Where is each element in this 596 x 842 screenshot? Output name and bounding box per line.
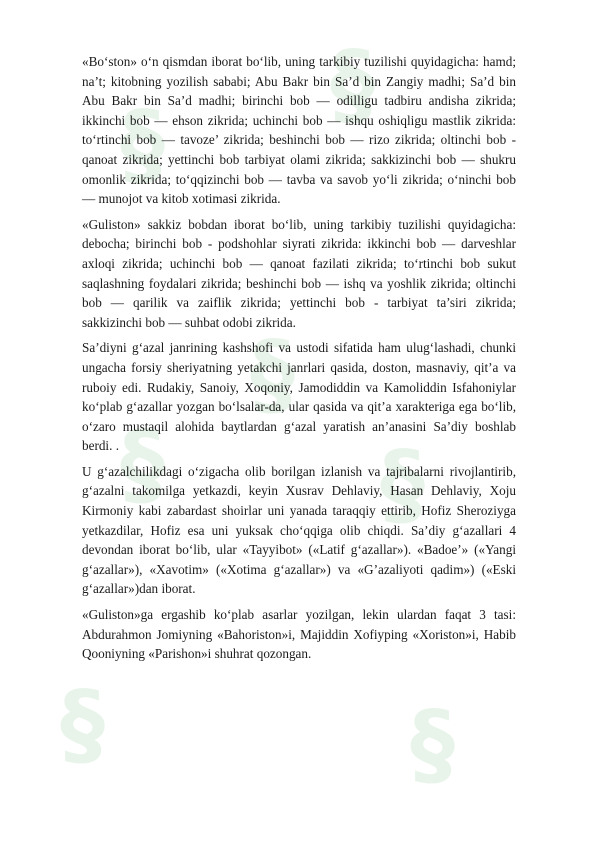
- paragraph-guliston: «Guliston» sakkiz bobdan iborat bo‘lib, uning tarkibiy tuzilishi quyidagicha: debocha; birinchi bob - podshohlar siyrati zikrida: ikkinchi bob — darveshlar axloqi zikrida; uchinchi bob — qanoat fazilati zikrida; to‘rtinchi bob sukut saqlashning foydalari zikrida; beshinchi bob — ishq va yoshlik zikrida; oltinchi bob — qarilik va zaiflik zikrida; yettinchi bob - tarbiyat ta’siri zikrida; sakkizinchi bob — suhbat odobi zikrida.: [82, 216, 516, 330]
- paragraph-gazal-genre: Sa’diyni g‘azal janrining kashshofi va ustodi sifatida ham ulug‘lashadi, chunki ungacha forsiy sheriyatning yetakchi janrlari qasida, doston, masnaviy, qit’a va ruboiy edi. Rudakiy, Sanoiy, Xoqoniy, Jamodiddin va Kamoliddin Isfahoniylar ko‘plab g‘azallar yozgan bo‘lsalar-da, ular qasida va qit’a xarakteriga ega bo‘lib, o‘zaro mustaqil alohida baytlardan g‘azal yaratish an’anasini Sa’diy boshlab berdi. .: [82, 340, 516, 454]
- paragraph-gazal-development: U g‘azalchilikdagi o‘zigacha olib borilgan izlanish va tajribalarni rivojlantirib, g‘azalni takomilga yetkazdi, keyin Xusrav Dehlaviy, Hasan Dehlaviy, Xoju Kirmoniy kabi zabardast shoirlar uni yanada taraqqiy ettirib, Hofiz Sheroziyga yetkazdilar, Hofiz esa uni yuksak cho‘qqiga olib chiqdi. Sa’diy g‘azallari 4 devondan iborat bo‘lib, ular «Tayyibot» («Latif g‘azallar»). «Badoe’» («Yangi g‘azallar»), «Xavotim» («Xotima g‘azallar») va «G’azaliyoti qadim») («Eski g‘azallar»)dan iborat.: [82, 463, 516, 597]
- watermark-mark: §: [120, 412, 165, 517]
- watermark-mark: §: [250, 322, 295, 427]
- document-body: [82, 52, 516, 670]
- paragraph-boston: «Bo‘ston» o‘n qismdan iborat bo‘lib, uning tarkibiy tuzilishi quyidagicha: hamd; na’t; kitobning yozilish sababi; Abu Bakr bin Sa’d bin Zangiy madhi; Sa’d bin Abu Bakr bin Sa’d madhi; birinchi bob — odilligu tadbiru andisha zikrida; ikkinchi bob — ehson zikrida; uchinchi bob — ishqu oshiqligu mastlik zikrida: to‘rtinchi bob — tavoze’ zikrida; beshinchi bob — rizo zikrida; oltinchi bob - qanoat zikrida; yettinchi bob tarbiyat olami zikrida; sakkizinchi bob — shukru omonlik zikrida; to‘qqizinchi bob — tavba va savob yo‘li zikrida; o‘ninchi bob — munojot va kitob xotimasi zikrida.: [82, 54, 516, 207]
- watermark-mark: §: [60, 672, 105, 777]
- watermark-mark: §: [380, 432, 425, 537]
- watermark-mark: §: [120, 92, 165, 197]
- watermark-mark: §: [330, 32, 375, 137]
- watermark-mark: §: [410, 692, 455, 797]
- paragraph-guliston-followers: «Guliston»ga ergashib ko‘plab asarlar yozilgan, lekin ulardan faqat 3 tasi: Abdurahmon Jomiyning «Bahoriston»i, Majiddin Xofiyping «Xoriston»i, Habib Qooniyning «Parishon»i shuhrat qozongan.: [82, 607, 516, 662]
